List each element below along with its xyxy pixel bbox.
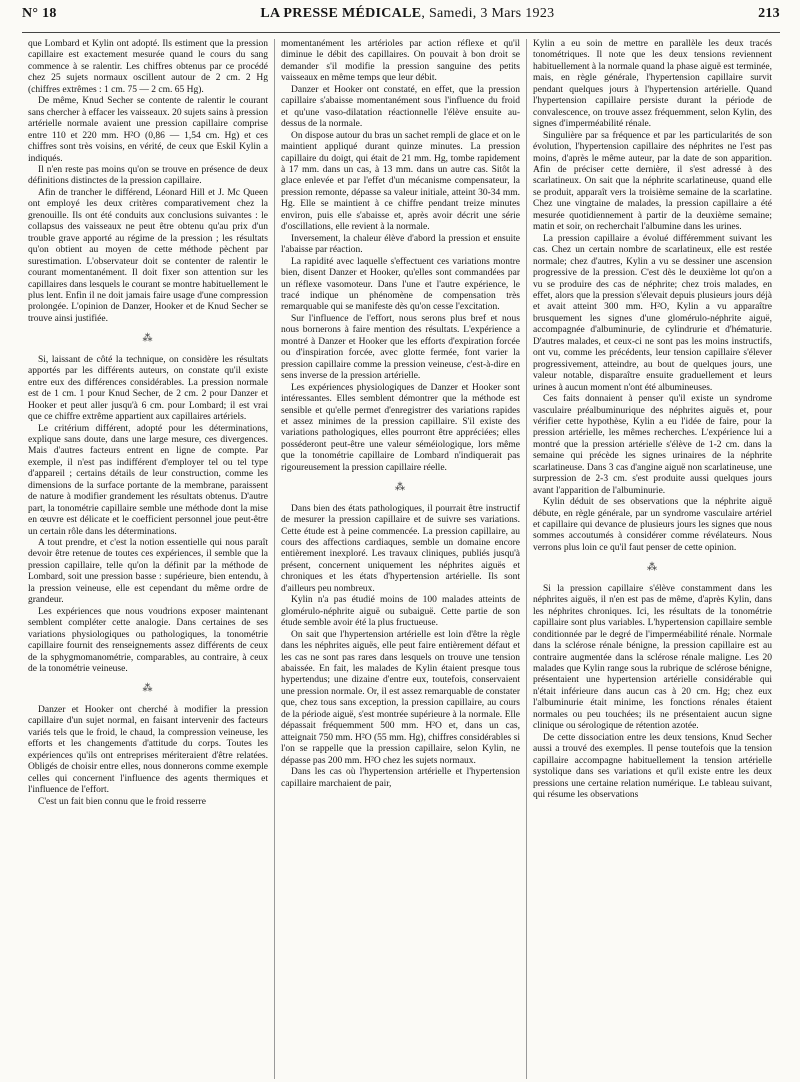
issue-date: , Samedi, 3 Mars 1923 <box>421 6 555 21</box>
paragraph: momentanément les artérioles par action réflexe et qu'il diminue le débit des capillaires. On pouvait à bon droit se demander s'il modifie la pression sanguine des petits vaisseaux en même temps que leur débit. <box>281 39 520 84</box>
paragraph: Les expériences que nous voudrions exposer maintenant semblent compléter cette analogie. Dans certaines de ses variations physiologiques ou pathologiques, la tonométrie capillaire fournit des renseignements assez différents de ceux de la sphygmomanométrie, comparables, au contraire, à ceux de la tonométrie veineuse. <box>28 606 268 675</box>
column-3 <box>526 39 778 1079</box>
paragraph: Si, laissant de côté la technique, on considère les résultats apportés par les différents auteurs, on constate qu'il existe entre eux des différences considérables. La pression normale est de 1 cm. 1 pour Knud Secher, de 2 cm. 2 pour Danzer et Hooker et peut aller jusqu'à 6 cm. pour Lombard; il est vrai que ce chiffre extrême appartient aux capillaires artériels. <box>28 354 268 423</box>
paragraph: Sur l'influence de l'effort, nous serons plus bref et nous nous bornerons à faire mention des résultats. L'expérience a montré à Danzer et Hooker que les efforts d'expiration forcée ou d'inspiration forcée, avec glotte fermée, font varier la pression capillaire comme la pression veineuse, c'est-à-dire en sens inverse de la pression artérielle. <box>281 313 520 382</box>
paragraph: On sait que l'hypertension artérielle est loin d'être la règle dans les néphrites aiguës, elle peut faire entièrement défaut et les cas ne sont pas rares dans lesquels on trouve une tension abaissée. En fait, les malades de Kylin étaient presque tous hypertendus; une dizaine d'entre eux, toutefois, conservaient une pression normale. Or, il est assez remarquable de constater que, chez tous sans exception, la pression capillaire, au cours de la période aiguë, s'est montrée supérieure à la normale. Elle dépassait fréquemment 500 mm. H²O et, dans un cas, atteignait 750 mm. H²O (55 mm. Hg), chiffres considérables si l'on se rappelle que la pression capillaire, selon Kylin, ne dépasse pas 200 mm. H²O chez les sujets normaux. <box>281 629 520 766</box>
paragraph: C'est un fait bien connu que le froid resserre <box>38 796 206 807</box>
column-1 <box>22 39 274 1079</box>
issue-number: N° 18 <box>22 6 57 21</box>
paragraph: On dispose autour du bras un sachet rempli de glace et on le maintient appliqué durant quinze minutes. La pression capillaire du doigt, qui était de 21 mm. Hg, tombe rapidement à 17 mm. dans un cas, à 13 mm. dans un autre cas. Sitôt la glace enlevée et par l'effet d'un mécanisme compensateur, la pression remonte, dépasse sa valeur initiale, atteint 30-34 mm. Hg. Elle se maintient à ce chiffre pendant treize minutes environ, puis elle s'abaisse et, après avoir décrit une série d'oscillations, elle revient à la normale. <box>281 130 520 233</box>
paragraph: Les expériences physiologiques de Danzer et Hooker sont intéressantes. Elles semblent démontrer que la méthode est sensible et qu'elle permet d'enregistrer des variations rapides et assez minimes de la pression capillaire. S'il existe des variations pathologiques, elles pourront être appréciées; elles posséderont peut-être une valeur séméiologique, lors même que la tonométrie capillaire de Lombard n'indiquerait pas rigoureusement la pression capillaire réelle. <box>281 382 520 473</box>
paragraph: Kylin n'a pas étudié moins de 100 malades atteints de glomérulo-néphrite aiguë ou subaiguë. Cette partie de son étude semble avoir été la plus fructueuse. <box>281 595 520 629</box>
paragraph: Afin de trancher le différend, Léonard Hill et J. Mc Queen ont employé les deux critères comparativement chez la grenouille. Ils ont été conduits aux conclusions suivantes : le collapsus des vaisseaux ne peut être obtenu qu'au prix d'un trouble grave apporté au régime de la pression ; les résultats qu'on obtient au moyen de cette méthode pèchent par surestimation. L'observateur doit se contenter de ralentir le courant momentanément. Il doit fixer son attention sur les capillaires dans lesquels le courant se montre habituellement le plus lent. Enfin il ne doit jamais faire usage d'une compression prolongée. L'opinion de Danzer, Hooker et de Knud Secher se trouve ainsi justifiée. <box>28 187 268 324</box>
section-separator: ⁂ <box>142 333 154 345</box>
paragraph: De cette dissociation entre les deux tensions, Knud Secher aussi a trouvé des exemples. Il pense toutefois que la tension capillaire accompagne habituellement la tension artérielle systolique dans ses variations et qu'il existe entre les deux pressions une certaine relation numérique. Le tableau suivant, qui résume les observations <box>533 732 772 800</box>
paragraph: Le critérium différent, adopté pour les déterminations, explique sans doute, dans une large mesure, ces divergences. Mais d'autres facteurs entrent en ligne de compte. Par exemple, il n'est pas indifférent d'employer tel ou tel type d'appareil ; certains détails de leur construction, comme les dimensions de la surface portante de la membrane, paraissent de nature à modifier grandement les résultats obtenus. D'autre part, la tonométrie capillaire semble une méthode dont la mise en œuvre est délicate et le coefficient personnel joue peut-être un certain rôle dans les déterminations. <box>28 423 268 537</box>
journal-masthead <box>260 6 554 22</box>
page-header <box>22 6 780 33</box>
paragraph: Dans bien des états pathologiques, il pourrait être instructif de mesurer la pression capillaire et de suivre ses variations. Cette étude est à peine commencée. La pression capillaire, au cours des affections cardiaques, semble un domaine encore entièrement inexploré. Les travaux cliniques, publiés jusqu'à présent, concernent uniquement les néphrites aiguës et chroniques et les états d'hypertension artérielle. Ils sont d'ailleurs peu nombreux. <box>281 503 520 594</box>
paragraph: A tout prendre, et c'est la notion essentielle qui nous paraît devoir être retenue de toutes ces expériences, il semble que la pression capillaire, telle qu'on la définit par la méthode de Lombard, soit une pression basse : supérieure, bien entendu, à la pression veineuse, elle est cependant du même ordre de grandeur. <box>28 538 268 606</box>
paragraph: La rapidité avec laquelle s'effectuent ces variations montre bien, disent Danzer et Hooker, qu'elles sont commandées par un réflexe vasomoteur. Dans l'une et l'autre expérience, le tracé indique un phénomène de compensation très remarquable qui se manifeste dès qu'on cesse l'excitation. <box>281 256 520 313</box>
paragraph: De même, Knud Secher se contente de ralentir le courant sans chercher à effacer les vaisseaux. 20 sujets sains à pression artérielle normale avaient une pression capillaire comprise entre 110 et 220 mm. H²O (0,86 — 1,54 cm. Hg) et ces chiffres sont très voisins, en vérité, de ceux que Eskil Kylin a indiqués. <box>28 96 268 164</box>
paragraph: Dans les cas où l'hypertension artérielle et l'hypertension capillaire marchaient de pair, <box>281 767 520 789</box>
section-separator: ⁂ <box>395 482 406 494</box>
paragraph: Danzer et Hooker ont cherché à modifier la pression capillaire d'un sujet normal, en faisant intervenir des facteurs variés tels que le froid, le chaud, la compression veineuse, les efforts et les changements d'attitude du corps. Toutes les expériences qu'ils ont entreprises mériteraient d'être relatées. Obligés de choisir entre elles, nous donnerons comme exemple celles qui concernent l'influence des agents thermiques et l'influence de l'effort. <box>28 704 268 796</box>
paragraph: Si la pression capillaire s'élève constamment dans les néphrites aiguës, il n'en est pas de même, d'après Kylin, dans les néphrites chroniques. Ici, les résultats de la tonométrie capillaire sont plus variables. L'hypertension capillaire semble conditionnée par le degré de l'imperméabilité rénale. Normale dans la sclérose rénale bénigne, la pression capillaire est au contraire augmentée dans la sclérose rénale maligne. Les 20 malades que Kylin range sous la rubrique de sclérose bénigne, présentaient une hypertension artérielle considérable qui n'était inférieure dans aucun cas à 20 cm. Hg; chez eux l'albuminurie était minime, les fonctions rénales étaient normales ou peu touchées; ils ne présentaient aucun signe clinique ou sérologique de rétention azotée. <box>533 583 772 732</box>
paragraph: que Lombard et Kylin ont adopté. Ils estiment que la pression capillaire est exactement mesurée quand le cours du sang commence à se ralentir. Les chiffres obtenus par ce procédé chez 25 sujets normaux oscillent autour de 2 cm. 2 Hg (chiffres extrêmes : 1 cm. 75 — 2 cm. 65 Hg). <box>28 39 268 95</box>
section-separator: ⁂ <box>647 562 658 574</box>
journal-name: LA PRESSE MÉDICALE <box>260 6 422 21</box>
paragraph: Danzer et Hooker ont constaté, en effet, que la pression capillaire s'abaisse momentanément sous l'influence du froid et qu'une vaso-dilatation réactionnelle l'élève ensuite au-dessus de la normale. <box>281 84 520 130</box>
paragraph: Il n'en reste pas moins qu'on se trouve en présence de deux définitions distinctes de la pression capillaire. <box>28 164 268 187</box>
text-columns <box>22 39 780 1079</box>
paragraph: Kylin a eu soin de mettre en parallèle les deux tracés tonométriques. Il note que les deux tensions reviennent habituellement à la normale quand la phase aiguë est terminée, mais, en règle générale, l'hypertension capillaire survit pendant quelques jours à l'hypertension artérielle. Quand l'hypertension capillaire persiste durant la période de convalescence, on trouve assez fréquemment, selon Kylin, des signes d'imperméabilité rénale. <box>533 39 772 130</box>
paragraph: Ces faits donnaient à penser qu'il existe un syndrome vasculaire préalbuminurique des néphrites aiguës et, pour vérifier cette hypothèse, Kylin a eu l'idée de faire, pour la pression artérielle, les mêmes recherches. L'expérience lui a montré que la pression artérielle s'élève de 1-2 cm. dans la semaine qui précède les signes urinaires de la néphrite scarlatineuse. Dans 3 cas d'angine aiguë non scarlatineuse, une surpression de 2-3 cm. s'est produite aussi quelques jours avant l'apparition de l'albuminurie. <box>533 394 772 496</box>
page-folio: 213 <box>758 6 780 21</box>
column-2 <box>274 39 526 1079</box>
paragraph: Kylin déduit de ses observations que la néphrite aiguë débute, en règle générale, par un syndrome vasculaire artériel et capillaire qui devance de plusieurs jours les signes que nous sommes accoutumés à considérer comme révélateurs. Nous verrons plus loin ce qu'il faut penser de cette opinion. <box>533 497 772 553</box>
section-separator: ⁂ <box>142 683 154 695</box>
paragraph: Singulière par sa fréquence et par les particularités de son évolution, l'hypertension capillaire des néphrites ne l'est pas moins, d'après le même auteur, par la date de son apparition. Afin de préciser cette dernière, il s'est adressé à des scarlatineux. On sait que la néphrite scarlatineuse, quand elle se produit, apparaît vers la troisième semaine de la scarlatine. Chez une vingtaine de malades, la pression capillaire a été mesurée quotidiennement à partir de la deuxième semaine; matin et soir, on recherchait l'albumine dans les urines. <box>533 130 772 233</box>
paragraph: La pression capillaire a évolué différemment suivant les cas. Chez un certain nombre de scarlatineux, elle est restée normale; chez d'autres, Kylin a vu se dessiner une ascension progressive de la pression. C'est dès le deuxième lot qu'on a vu se produire des cas de néphrite; chez trois malades, en effet, alors que la pression s'élevait depuis plusieurs jours déjà et avait atteint 300 mm. H²O, Kylin a vu apparaître brusquement les signes d'une glomérulo-néphrite aiguë, accompagnée d'albuminurie, de cylindrurie et d'hématurie. D'autres malades, et ceux-ci ne sont pas les moins instructifs, ont vu, comme les précédents, leur tension capillaire s'élever progressivement, atteindre, au bout de quelques jours, une valeur notable, disparaître ensuite graduellement et leurs urines à aucun moment n'ont été albumineuses. <box>533 233 772 393</box>
paragraph: Inversement, la chaleur élève d'abord la pression et ensuite l'abaisse par réaction. <box>281 233 520 256</box>
